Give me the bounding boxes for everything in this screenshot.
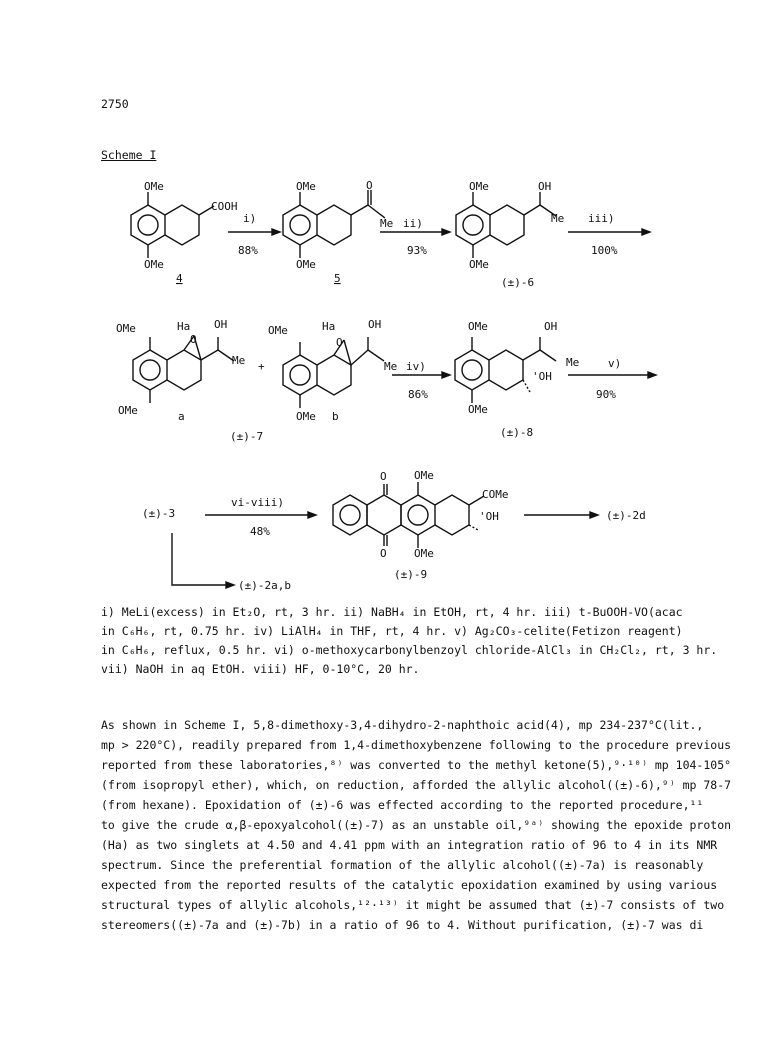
body-line-1: As shown in Scheme I, 5,8-dimethoxy-3,4-dihydro-2-naphthoic acid(4), mp 234-237°C(lit., bbox=[101, 718, 704, 732]
conditions-line-2: in C₆H₆, rt, 0.75 hr. iv) LiAlH₄ in THF, rt, 4 hr. v) Ag₂CO₃-celite(Fetizon reagent) bbox=[101, 624, 683, 638]
body-line-4: (from isopropyl ether), which, on reduction, afforded the allylic alcohol((±)-6),⁹⁾ mp 78-7 bbox=[101, 778, 732, 792]
body-line-8: spectrum. Since the preferential formation of the allylic alcohol((±)-7a) is reasonably bbox=[101, 858, 704, 872]
yield-iii: 100% bbox=[591, 244, 618, 257]
cmpd5-ome-top: OMe bbox=[296, 180, 316, 193]
cmpd8-me: Me bbox=[566, 356, 580, 369]
cmpd7b-o: O bbox=[336, 336, 343, 349]
step-iii: iii) bbox=[588, 212, 615, 225]
cmpd9-oh: 'OH bbox=[479, 510, 499, 523]
step-iv: iv) bbox=[406, 360, 426, 373]
step-ii: ii) bbox=[403, 217, 423, 230]
compound-7a-structure bbox=[133, 336, 234, 403]
yield-vi-viii: 48% bbox=[250, 525, 270, 538]
cmpd9-o-bottom: O bbox=[380, 547, 387, 560]
scheme-title: Scheme I bbox=[101, 148, 157, 162]
cmpd6-ome-bottom: OMe bbox=[469, 258, 489, 271]
conditions-line-1: i) MeLi(excess) in Et₂O, rt, 3 hr. ii) NaBH₄ in EtOH, rt, 4 hr. iii) t-BuOOH-VO(acac bbox=[101, 605, 683, 619]
compound-7b-structure bbox=[283, 337, 384, 408]
cmpd4-cooh: COOH bbox=[211, 200, 238, 213]
compound-6-structure bbox=[456, 192, 556, 258]
compound-5-structure bbox=[283, 190, 385, 258]
cmpd8-ome-top: OMe bbox=[468, 320, 488, 333]
reagents-vi-viii: vi-viii) bbox=[231, 496, 284, 509]
body-line-5: (from hexane). Epoxidation of (±)-6 was effected according to the reported procedure,¹¹ bbox=[101, 798, 704, 812]
body-line-2: mp > 220°C), readily prepared from 1,4-dimethoxybenzene following to the procedure previous bbox=[101, 738, 732, 752]
step-i: i) bbox=[243, 212, 257, 225]
body-line-7: (Ha) as two singlets at 4.50 and 4.41 ppm with an integration ratio of 96 to 4 in its NMR bbox=[101, 838, 718, 852]
cmpd9-ome-top: OMe bbox=[414, 469, 434, 482]
conditions-line-4: vii) NaOH in aq EtOH. viii) HF, 0-10°C, 20 hr. bbox=[101, 662, 420, 676]
cmpd5-label: 5 bbox=[334, 272, 341, 285]
plus-sign: + bbox=[258, 360, 265, 373]
yield-i: 88% bbox=[238, 244, 258, 257]
cmpd9-label: (±)-9 bbox=[394, 568, 428, 581]
body-line-6: to give the crude α,β-epoxyalcohol((±)-7) as an unstable oil,⁹ᵃ⁾ showing the epoxide proton bbox=[101, 818, 732, 832]
cmpd8-ome-bottom: OMe bbox=[468, 403, 488, 416]
cmpd6-me: Me bbox=[551, 212, 565, 225]
body-line-3: reported from these laboratories,⁸⁾ was converted to the methyl ketone(5),⁹·¹⁰⁾ mp 104-105° bbox=[101, 758, 732, 772]
step-v: v) bbox=[608, 357, 622, 370]
cmpd7b-label: b bbox=[332, 410, 339, 423]
cmpd9-ome-bottom: OMe bbox=[414, 547, 434, 560]
cmpd4-ome-top: OMe bbox=[144, 180, 164, 193]
cmpd5-o: O bbox=[366, 179, 373, 192]
cmpd7a-label: a bbox=[178, 410, 185, 423]
conditions-line-3: in C₆H₆, reflux, 0.5 hr. vi) o-methoxycarbonylbenzoyl chloride-AlCl₃ in CH₂Cl₂, rt, 3 hr. bbox=[101, 643, 718, 657]
cmpd7b-ha: Ha bbox=[322, 320, 336, 333]
yield-v: 90% bbox=[596, 388, 616, 401]
body-line-9: expected from the reported results of the catalytic epoxidation examined by using various bbox=[101, 878, 718, 892]
cmpd7b-oh: OH bbox=[368, 318, 382, 331]
cmpd6-oh: OH bbox=[538, 180, 552, 193]
cmpd7a-ome-bottom: OMe bbox=[118, 404, 138, 417]
cmpd5-me: Me bbox=[380, 217, 394, 230]
cmpd7-label: (±)-7 bbox=[230, 430, 264, 443]
compound-4-structure bbox=[131, 192, 214, 258]
cmpd9-come: COMe bbox=[482, 488, 509, 501]
cmpd2ab-label: (±)-2a,b bbox=[238, 579, 291, 592]
cmpd9-o-top: O bbox=[380, 470, 387, 483]
cmpd7a-ha: Ha bbox=[177, 320, 191, 333]
cmpd7b-ome-bottom: OMe bbox=[296, 410, 316, 423]
cmpd7b-ome-top: OMe bbox=[268, 324, 288, 337]
cmpd8-label: (±)-8 bbox=[500, 426, 534, 439]
cmpd7a-o: O bbox=[190, 333, 197, 346]
cmpd7a-oh: OH bbox=[214, 318, 228, 331]
yield-iv: 86% bbox=[408, 388, 428, 401]
cmpd8-oh-ring: 'OH bbox=[532, 370, 552, 383]
cmpd6-ome-top: OMe bbox=[469, 180, 489, 193]
cmpd8-oh: OH bbox=[544, 320, 558, 333]
body-line-11: stereomers((±)-7a and (±)-7b) in a ratio of 96 to 4. Without purification, (±)-7 was di bbox=[101, 918, 704, 932]
arrow-to-2ab bbox=[172, 533, 226, 585]
cmpd7b-me: Me bbox=[384, 360, 398, 373]
cmpd4-ome-bottom: OMe bbox=[144, 258, 164, 271]
cmpd3-label: (±)-3 bbox=[142, 507, 176, 520]
cmpd5-ome-bottom: OMe bbox=[296, 258, 316, 271]
cmpd2d-label: (±)-2d bbox=[606, 509, 646, 522]
body-line-10: structural types of allylic alcohols,¹²·¹³⁾ it might be assumed that (±)-7 consists of two bbox=[101, 898, 725, 912]
yield-ii: 93% bbox=[407, 244, 427, 257]
cmpd7a-ome-top: OMe bbox=[116, 322, 136, 335]
cmpd4-label: 4 bbox=[176, 272, 183, 285]
page-number: 2750 bbox=[101, 97, 129, 111]
cmpd7a-me: Me bbox=[232, 354, 246, 367]
cmpd6-label: (±)-6 bbox=[501, 276, 535, 289]
compound-9-structure bbox=[333, 482, 484, 548]
